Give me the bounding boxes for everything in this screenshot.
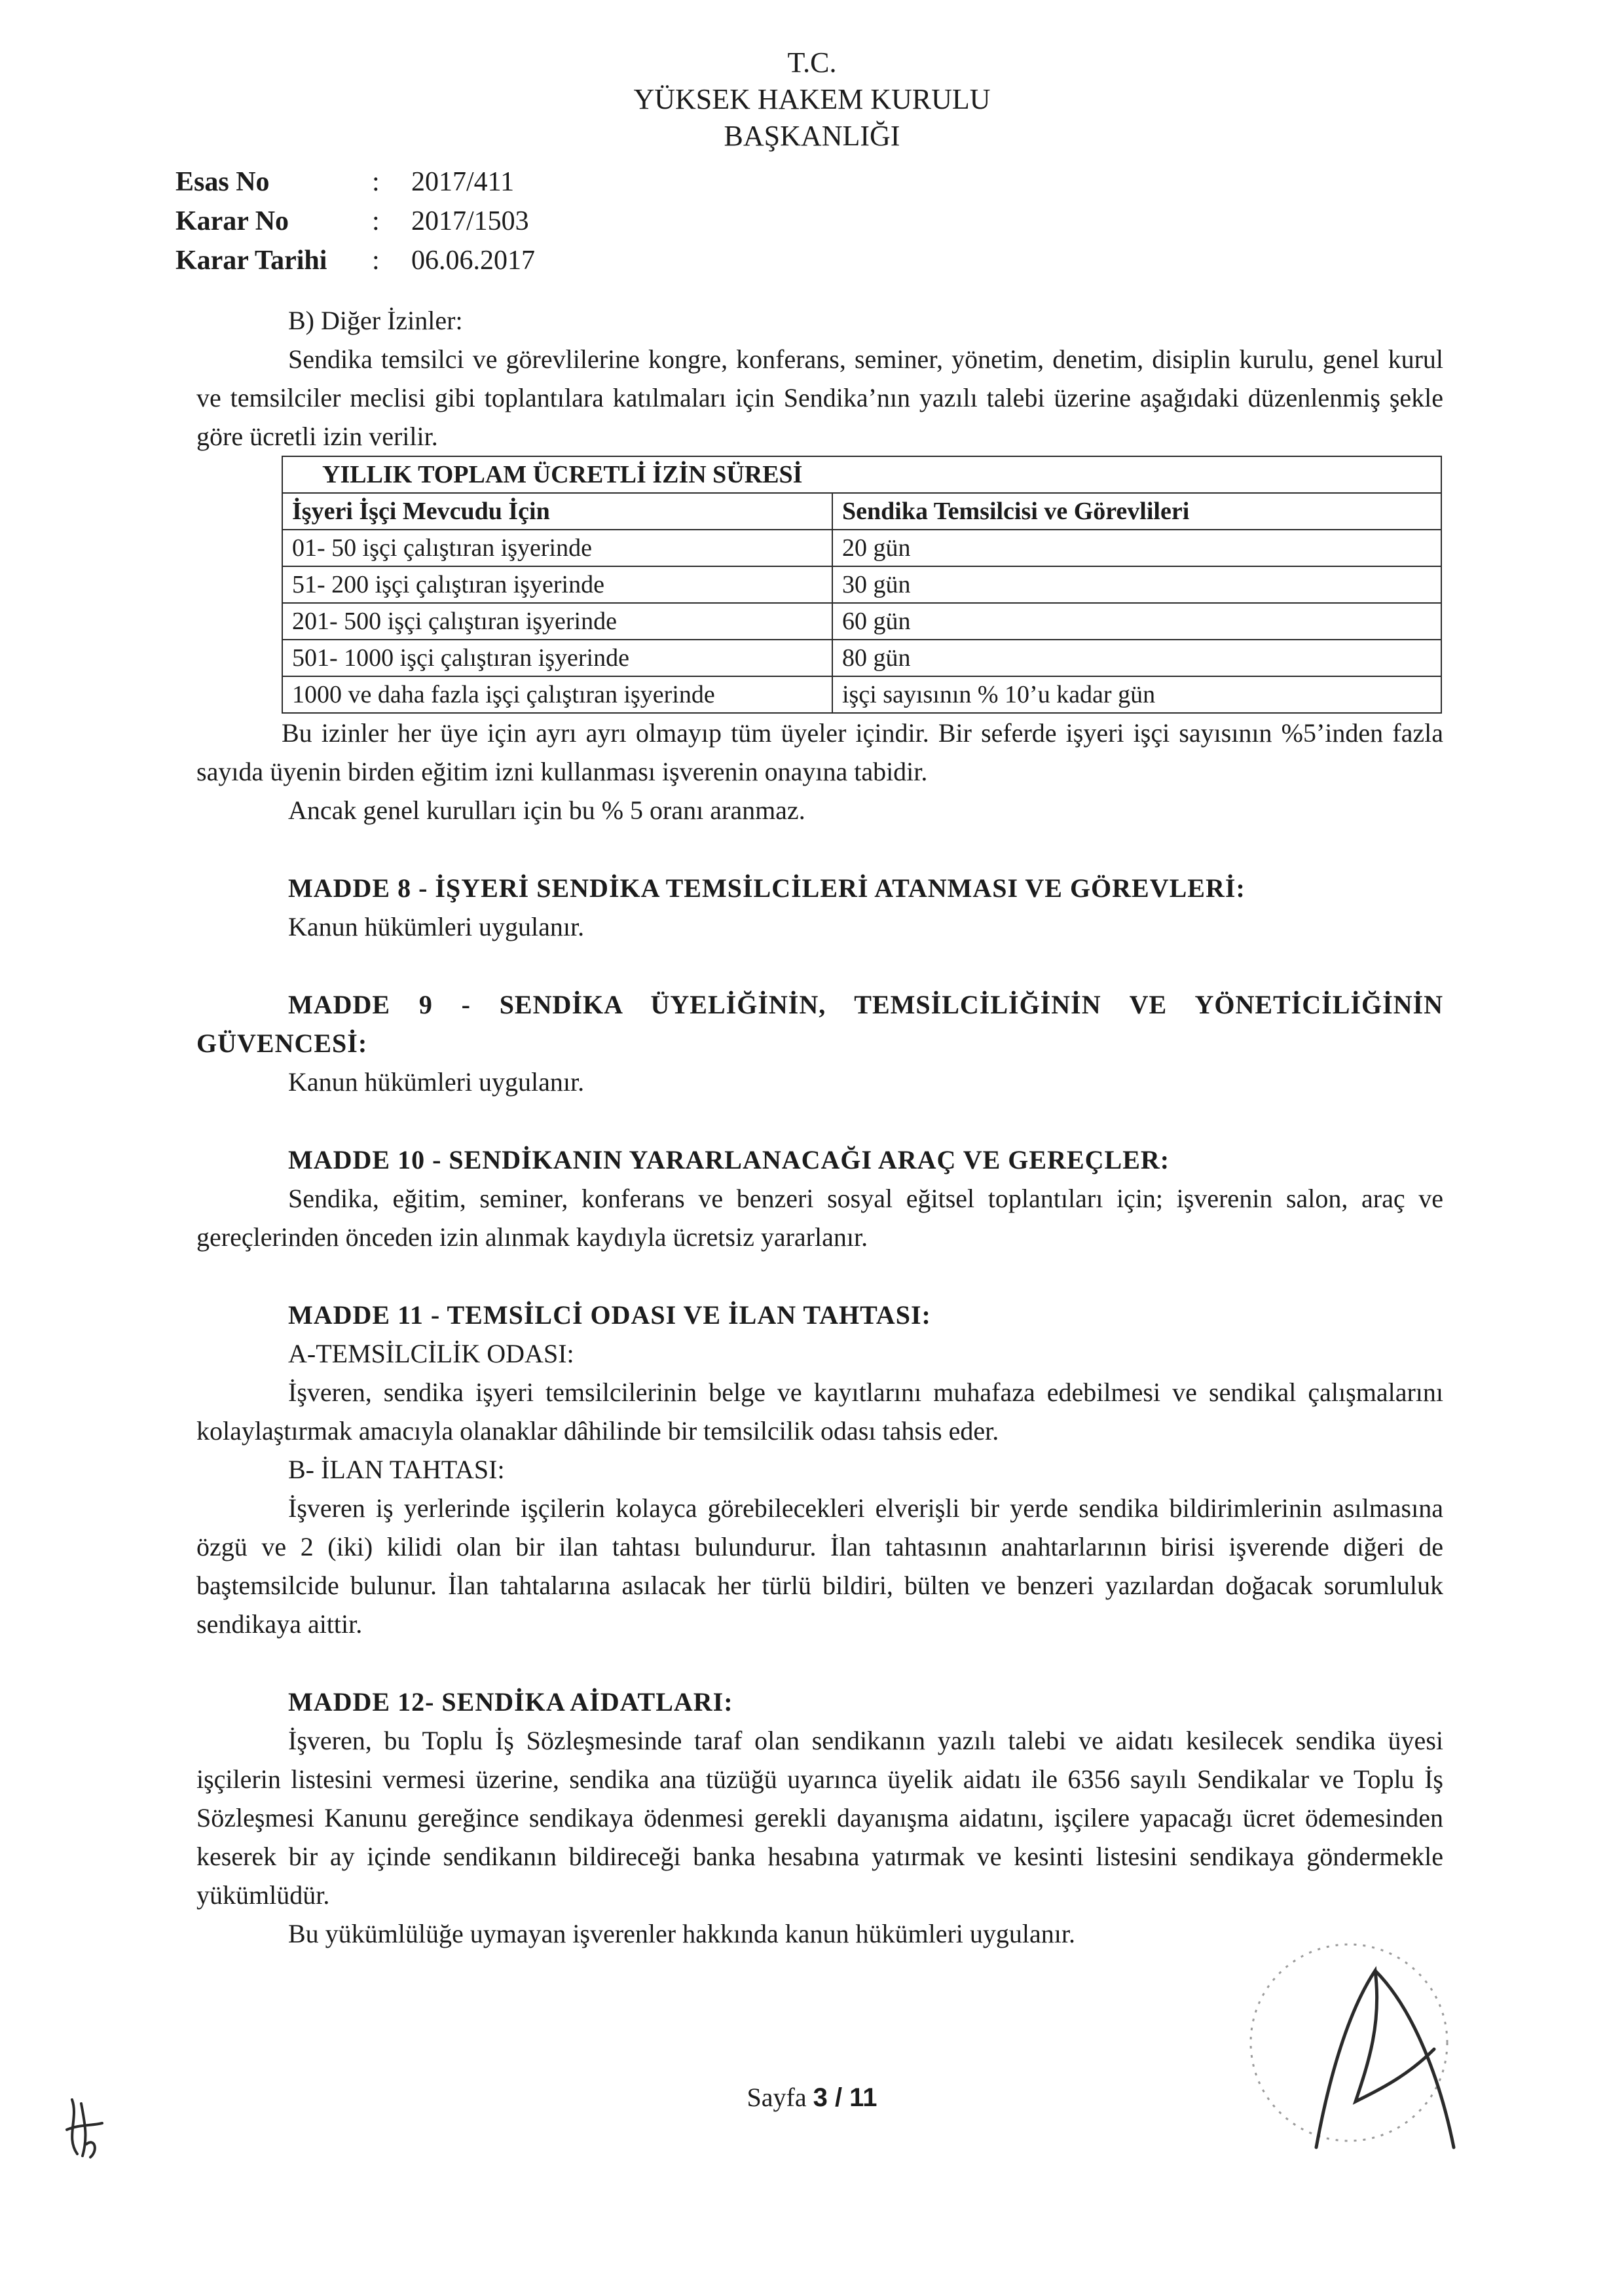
spacer (196, 1101, 1443, 1140)
table-cell: 80 gün (832, 640, 1441, 676)
article-11-b-title: B- İLAN TAHTASI: (288, 1455, 505, 1484)
table-title-row (282, 456, 1441, 493)
signature-stamp-icon (1218, 1931, 1493, 2193)
meta-value: 2017/411 (411, 167, 515, 197)
spacer (196, 1643, 1443, 1683)
table-header-cell: İşyeri İşçi Mevcudu İçin (282, 493, 832, 530)
header-line-presidency: BAŞKANLIĞI (724, 120, 900, 152)
header-block (550, 45, 1074, 155)
table-cell: işçi sayısının % 10’u kadar gün (832, 676, 1441, 713)
table-row (282, 640, 1441, 676)
case-meta (175, 162, 535, 280)
article-11-title: MADDE 11 - TEMSİLCİ ODASI VE İLAN TAHTASI: (288, 1300, 931, 1330)
article-8-title: MADDE 8 - İŞYERİ SENDİKA TEMSİLCİLERİ ATANMASI VE GÖREVLERİ: (288, 873, 1246, 903)
section-b-title: B) Diğer İzinler: (288, 306, 463, 335)
spacer (196, 1256, 1443, 1296)
table-header-cell: Sendika Temsilcisi ve Görevlileri (832, 493, 1441, 530)
meta-row-tarih (175, 241, 535, 280)
article-11-a-text: İşveren, sendika işyeri temsilcilerinin belge ve kayıtlarını muhafaza edebilmesi ve sendikal çalışmalarını kolaylaştırmak amacıyla olanaklar dâhilinde bir temsilcilik odası tahsis eder. (196, 1377, 1443, 1446)
header-line-court: YÜKSEK HAKEM KURULU (633, 83, 991, 115)
section-b-text: Sendika temsilci ve görevlilerine kongre, konferans, seminer, yönetim, denetim, disiplin kurulu, genel kurul ve temsilciler meclisi gibi toplantılara katılmaları için Sendika’nın yazılı talebi üzerine aşağıdaki düzenlenmiş şekle göre ücretli izin verilir. (196, 344, 1443, 451)
footer-prefix: Sayfa (747, 2083, 813, 2112)
table-header-row (282, 493, 1441, 530)
meta-value: 06.06.2017 (411, 246, 535, 276)
article-12-title: MADDE 12- SENDİKA AİDATLARI: (288, 1687, 733, 1717)
document-body (196, 301, 1443, 1953)
spacer (196, 829, 1443, 869)
after-table-note: Ancak genel kurulları için bu % 5 oranı aranmaz. (288, 795, 805, 825)
meta-label: Karar No (175, 206, 289, 236)
article-11-b-text: İşveren iş yerlerinde işçilerin kolayca görebilecekleri elverişli bir yerde sendika bildirimlerinin asılmasına özgü ve 2 (iki) kilidi olan bir ilan tahtası bulundurur. İlan tahtasının anahtarlarının birisi işverende diğeri de baştemsilcide bulunur. İlan tahtalarına asılacak her türlü bildiri, bülten ve benzeri yazılardan doğacak sorumluluk sendikaya aittir. (196, 1493, 1443, 1639)
page-number: 3 / 11 (813, 2083, 877, 2112)
article-11-a-title: A-TEMSİLCİLİK ODASI: (288, 1339, 574, 1368)
table-row (282, 676, 1441, 713)
leave-table (282, 456, 1442, 714)
after-table-paragraph: Bu izinler her üye için ayrı ayrı olmayıp tüm üyeler içindir. Bir seferde işyeri işçi sayısının %5’inden fazla sayıda üyenin birden eğitim izni kullanması işverenin onayına tabidir. (196, 718, 1443, 786)
article-9-title: MADDE 9 - SENDİKA ÜYELİĞİNİN, TEMSİLCİLİĞİNİN VE YÖNETİCİLİĞİNİN GÜVENCESİ: (196, 990, 1443, 1058)
article-8-text: Kanun hükümleri uygulanır. (288, 912, 585, 941)
table-row (282, 566, 1441, 603)
meta-separator: : (372, 206, 380, 236)
spacer (196, 946, 1443, 985)
initials-signature-icon (59, 2092, 111, 2164)
table-cell: 201- 500 işçi çalıştıran işyerinde (282, 603, 832, 640)
meta-separator: : (372, 167, 380, 197)
table-cell: 1000 ve daha fazla işçi çalıştıran işyerinde (282, 676, 832, 713)
article-12-text: İşveren, bu Toplu İş Sözleşmesinde taraf olan sendikanın yazılı talebi ve aidatı kesilecek sendika üyesi işçilerin listesini vermesi üzerine, sendika ana tüzüğü uyarınca üyelik aidatı ile 6356 sayılı Sendikalar ve Toplu İş Sözleşmesi Kanunu gereğince sendikaya ödenmesi gerekli dayanışma aidatını, işçilere yapacağı ücret ödemesinden keserek bir ay içinde sendikanın bildireceği banka hesabına yatırmak ve kesinti listesini sendikaya göndermekle yükümlüdür. (196, 1726, 1443, 1910)
table-cell: 60 gün (832, 603, 1441, 640)
table-cell: 01- 50 işçi çalıştıran işyerinde (282, 530, 832, 566)
meta-row-karar (175, 202, 535, 241)
meta-label: Karar Tarihi (175, 246, 327, 276)
table-row (282, 530, 1441, 566)
table-cell: 501- 1000 işçi çalıştıran işyerinde (282, 640, 832, 676)
header-line-tc: T.C. (787, 46, 837, 79)
meta-separator: : (372, 246, 380, 276)
article-10-title: MADDE 10 - SENDİKANIN YARARLANACAĞI ARAÇ VE GEREÇLER: (288, 1145, 1170, 1175)
table-row (282, 603, 1441, 640)
meta-label: Esas No (175, 167, 270, 197)
table-title: YILLIK TOPLAM ÜCRETLİ İZİN SÜRESİ (282, 456, 1441, 493)
table-cell: 51- 200 işçi çalıştıran işyerinde (282, 566, 832, 603)
meta-value: 2017/1503 (411, 206, 529, 236)
article-10-text: Sendika, eğitim, seminer, konferans ve benzeri sosyal eğitsel toplantıları için; işverenin salon, araç ve gereçlerinden önceden izin alınmak kaydıyla ücretsiz yararlanır. (196, 1184, 1443, 1252)
table-cell: 20 gün (832, 530, 1441, 566)
article-12-text-2: Bu yükümlülüğe uymayan işverenler hakkında kanun hükümleri uygulanır. (288, 1919, 1075, 1948)
article-9-text: Kanun hükümleri uygulanır. (288, 1067, 585, 1097)
meta-row-esas (175, 162, 535, 202)
table-cell: 30 gün (832, 566, 1441, 603)
